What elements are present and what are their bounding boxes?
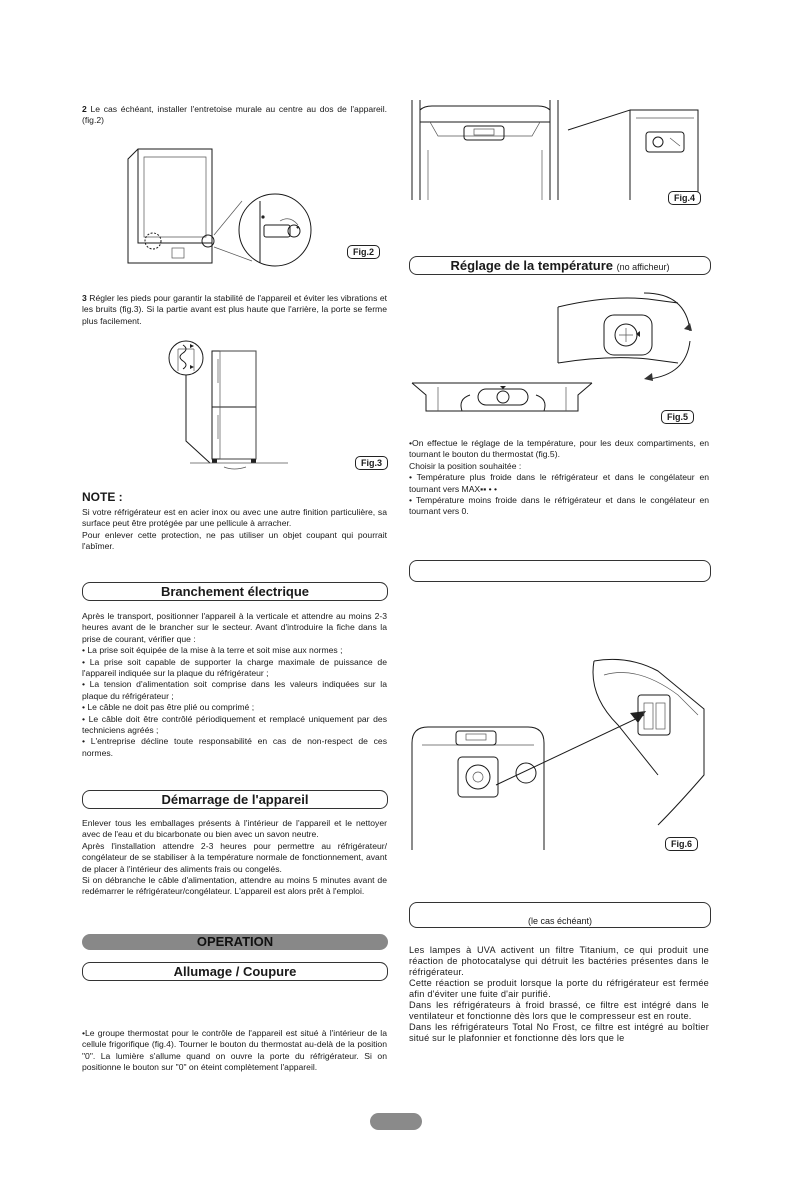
reglage-paragraph [409,472,709,495]
uva-subtitle: (le cas échéant) [527,916,593,926]
reglage-heading [409,256,711,275]
allumage-heading [82,962,388,981]
max-glyph: ▪▪ • • [480,483,498,494]
uva-body [409,945,709,1044]
demarrage-paragraph: Enlever tous les emballages présents à l'intérieur de l'appareil et le nettoyer avec de l'eau et du bicarbonate ou bien avec un savon neutre. [82,818,387,840]
branchement-item: • Le câble ne doit pas être plié ou comprimé ; [82,702,255,713]
reglage-paragraph: Choisir la position souhaitée : [409,460,522,471]
note-block [82,490,387,553]
branchement-title: Branchement électrique [160,584,310,599]
step3-paragraph [82,293,387,327]
fig5-label: Fig.5 [661,410,694,424]
note-paragraph: Si votre réfrigérateur est en acier inox ou avec une autre finition particulière, sa surface peut être protégée par une pellicule à arracher. [82,507,387,529]
branchement-body [82,611,387,759]
branchement-item: • La prise soit équipée de la mise à la terre et soit mise aux normes ; [82,645,343,656]
fig6-label: Fig.6 [665,837,698,851]
fig4-illustration [408,100,708,205]
demarrage-title: Démarrage de l'appareil [161,792,309,807]
reglage-cold-text: • Température plus froide dans le réfrigérateur et dans le congélateur en tournant vers MAX [409,472,709,494]
fig2-illustration [120,145,330,270]
note-paragraph: Pour enlever cette protection, ne pas utiliser un objet coupant qui pourrait l'abîmer. [82,529,387,552]
step3-number: 3 [82,293,87,303]
uva-paragraph: Dans les réfrigérateurs Total No Frost, ce filtre est intégré au boîtier situé sur le plafonnier et fonctionne dès lors que le [409,1022,709,1043]
allumage-paragraph: •Le groupe thermostat pour le contrôle de l'appareil est situé à l'intérieur de la cellule frigorifique (fig.4). Tourner le bouton du thermostat au-delà de la position "0". La lumière s'allume quand on ouvre la porte du réfrigérateur. Si on positionne le bouton sur "0" on éteint complètement l'appareil. [82,1028,387,1073]
reglage-title: Réglage de la température [450,258,614,273]
step3-text: Régler les pieds pour garantir la stabilité de l'appareil et éviter les vibrations et les bruits (fig.3). Si la partie avant est plus haute que l'arrière, la porte se ferme plus facilement. [82,293,387,326]
uva-paragraph: Cette réaction se produit lorsque la porte du réfrigérateur est fermée afin d'éviter une fuite d'air purifié. [409,978,709,999]
step2-paragraph [82,104,387,127]
step2-number: 2 [82,104,87,114]
fig4-label: Fig.4 [668,191,701,205]
fig2-label: Fig.2 [347,245,380,259]
branchement-item: • L'entreprise décline toute responsabilité en cas de non-respect de ces normes. [82,736,387,758]
fig6-illustration [408,655,708,850]
branchement-intro: Après le transport, positionner l'appareil à la verticale et attendre au moins 2-3 heures avant de le brancher sur le secteur. Avant d'introduire la fiche dans la prise de courant, vérifier que : [82,611,387,644]
demarrage-paragraph: Après l'installation attendre 2-3 heures pour permettre au réfrigérateur/ congélateur de se stabiliser à la température normale de fonctionnement, avant de placer à l'intérieur des aliments frais ou congelés. [82,840,387,874]
step2-text: Le cas échéant, installer l'entretoise murale au centre au dos de l'appareil. (fig.2) [82,104,387,126]
operation-title: OPERATION [196,934,274,949]
page-number-badge [370,1113,422,1130]
branchement-item: • Le câble doit être contrôlé périodiquement et remplacé uniquement par des techniciens agréés ; [82,713,387,736]
fig3-illustration [168,335,298,475]
blank-heading [409,560,711,582]
demarrage-body [82,818,387,898]
demarrage-heading [82,790,388,809]
reglage-paragraph: •On effectue le réglage de la température, pour les deux compartiments, en tournant le bouton du thermostat (fig.5). [409,438,709,460]
branchement-heading [82,582,388,601]
uva-paragraph: Les lampes à UVA activent un filtre Titanium, ce qui produit une réaction de photocatalyse qui détruit les bactéries présentes dans le réfrigérateur. [409,945,709,977]
uva-heading [409,902,711,928]
reglage-paragraph: • Température moins froide dans le réfrigérateur et dans le congélateur en tournant vers 0. [409,495,709,517]
branchement-item: • La tension d'alimentation soit comprise dans les valeurs indiquées sur la plaque du réfrigérateur ; [82,679,387,701]
reglage-body [409,438,709,518]
fig3-label: Fig.3 [355,456,388,470]
branchement-item: • La prise soit capable de supporter la charge maximale de puissance de l'appareil indiquée sur la plaque du réfrigérateur ; [82,656,387,679]
fig5-illustration [408,285,713,425]
allumage-body [82,1028,387,1074]
demarrage-paragraph: Si on débranche le câble d'alimentation, attendre au moins 5 minutes avant de redémarrer le réfrigérateur/congélateur. L'appareil est alors prêt à l'emploi. [82,875,387,897]
allumage-title: Allumage / Coupure [173,964,297,979]
operation-heading [82,934,388,950]
uva-paragraph: Dans les réfrigérateurs à froid brassé, ce filtre est intégré dans le ventilateur et fonctionne dès lors que le compresseur est en route. [409,1000,709,1021]
note-title: NOTE : [82,490,123,504]
reglage-subtitle: (no afficheur) [616,262,670,272]
